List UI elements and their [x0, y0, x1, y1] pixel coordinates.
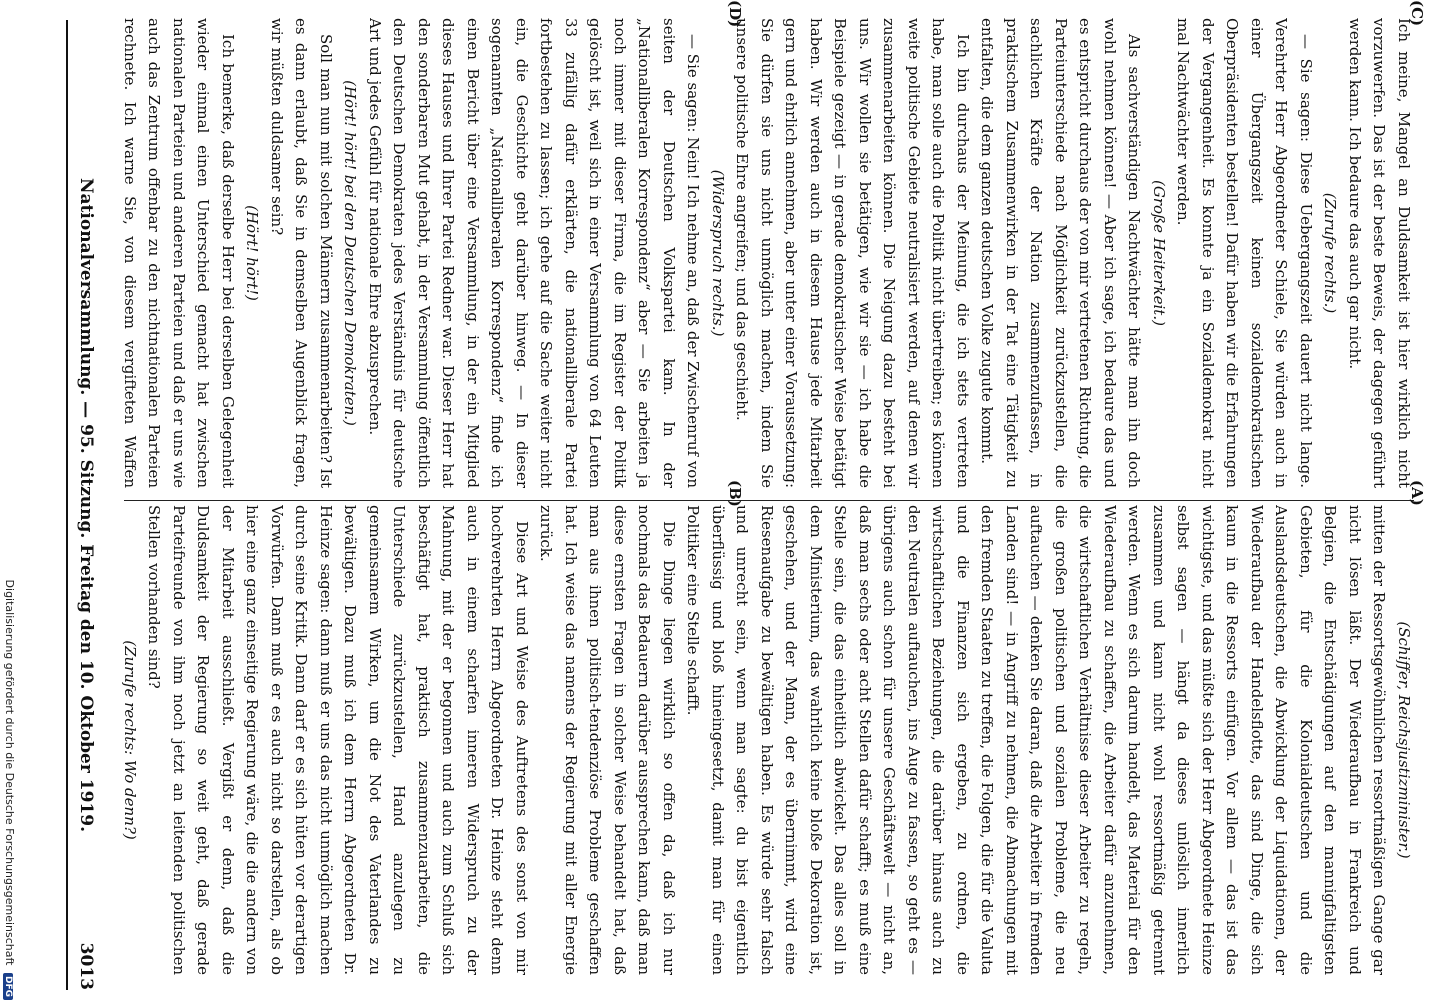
interjection: (Widerspruch rechts.) [709, 169, 727, 337]
dfg-logo: DFG [3, 973, 13, 1000]
interjection: (Zurufe rechts: Wo denn?) [121, 640, 139, 840]
paragraph: Ich bin durchaus der Meinung, die ich stets vertreten habe, man solle auch die Politik nicht übertreiben; es können weite politische Gebiete neutralisiert werden, auf denen wir zusammenarbeiten können. Die Neigung dazu besteht bei uns. Wir wollen sie betätigen, wie wir sie — ich habe die Beispiele gezeigt — in gerade demokratischer Weise betätigt haben. Wir werden auch in diesem Hause jede Mitarbeit gern und ehrlich annehmen, aber unter einer Voraussetzung: Sie dürfen sie uns nicht unmöglich machen, indem Sie unsere politische Ehre angreifen; und das geschieht. [733, 18, 972, 488]
margin-marker-b: (B) [726, 480, 744, 507]
margin-marker-c: (C) [1408, 0, 1426, 27]
paragraph: — Sie sagen: Diese Uebergangszeit dauert nicht lange. Verehrter Herr Abgeordneter Schiele, Sie würden auch in einer Übergangszeit keinen sozialdemokratischen Oberpräsidenten bestellen! Dafür haben wir die Erfahrungen der Vergangenheit. Es konnte ja ein Sozialdemokrat nicht mal Nachtwächter werden. [1174, 18, 1315, 488]
paragraph: Als sachverständigen Nachtwächter hätte man ihn doch wohl nehmen können! — Aber ich sage, ich bedaure das und es entspricht durchaus der von mir vertretenen Richtung, die Parteiunterschiede nach Möglichkeit zurückzustellen, die sachlichen Kräfte der Nation zusammenzufassen, in praktischem Zusammenwirken in der Tat eine Tätigkeit zu entfalten, die dem ganzen deutschen Volke zugute kommt. [978, 18, 1144, 488]
page-header [66, 20, 102, 990]
margin-marker-d: (D) [726, 0, 744, 28]
paragraph: Die Dinge liegen wirklich so offen da, daß ich nur nochmals das Bedauern darüber aussprechen kann, daß man diese ernsten Fragen in solcher Weise behandelt hat, daß man aus ihnen politisch-tendenziöse Probleme geschaffen hat. Ich weise das namens der Regierung mit aller Energie zurück. [537, 505, 678, 975]
paragraph: Ich bemerke, daß derselbe Herr bei derselben Gelegenheit wieder einmal einen Unterschied gemacht hat zwischen nationalen Parteien und anderen Parteien und daß er uns wie auch das Zentrum offenbar zu den nichtnationalen Parteien rechnete. Ich warne Sie, von diesem vergifteten Waffen [121, 18, 237, 488]
header-title: Nationalversammlung. — 95. Sitzung. Freitag den 10. Oktober 1919. [76, 178, 96, 832]
paragraph: Diese Art und Weise des Auftretens des sonst von mir hochverehrten Herrn Abgeordneten Dr. Heinze steht denn auch in einem scharfen inneren Widerspruch zu der Mahnung, mit der er begonnen und auch zum Schluß sich beschäftigt hat, praktisch zusammenzuarbeiten, die Unterschiede zurückzustellen, Hand anzulegen zu gemeinsamem Wirken, um die Not des Vaterlandes zu bewältigen. Dazu muß ich dem Herrn Abgeordneten Dr. Heinze sagen: dann muß er uns das nicht unmöglich machen durch seine Kritik. Dann darf er es sich hüten vor derartigen Vorwürfen. Dann muß er es auch nicht so darstellen, als ob hier eine ganz einseitige Regierung wäre, die die andern von der Mitarbeit ausschließt. Vergißt er denn, daß die Duldsamkeit der Regierung so weit geht, daß gerade Parteifreunde von ihm noch jetzt an leitenden politischen Stellen vorhanden sind? [145, 505, 531, 975]
paragraph: Ich meine, Mangel an Duldsamkeit ist hier wirklich nicht vorzuwerfen. Das ist der beste Beweis, der dagegen geführt werden kann. Ich bedaure das auch gar nicht. [1346, 18, 1413, 488]
paragraph: — Sie sagen: Nein! Ich nehme an, daß der Zwischenruf von seiten der Deutschen Volkspartei kam. In der „Nationalliberalen Korrespondenz“ aber — Sie arbeiten ja noch immer mit dieser Firma, die im Register der Politik gelöscht ist, weil sich in einer Versammlung von 64 Leuten 33 zufällig dafür erklärten, die nationalliberale Partei fortbestehen zu lassen; ich gehe auf die Sache weiter nicht ein, die Geschichte geht darüber hinweg. — In dieser sogenannten „Nationalliberalen Korrespondenz“ finde ich einen Bericht über eine Versammlung, in der ein Mitglied dieses Hauses und Ihrer Partei Redner war. Dieser Herr hat den sonderbaren Mut gehabt, in der Versammlung öffentlich den Deutschen Demokraten jedes Verständnis für deutsche Art und jedes Gefühl für nationale Ehre abzusprechen. [366, 18, 703, 488]
digitization-credit [2, 0, 16, 1000]
column-divider [124, 500, 1414, 501]
interjection: (Schiffer, Reichsjustizminister.) [1395, 621, 1413, 859]
left-text-column [116, 505, 1416, 975]
margin-marker-a: (A) [1408, 480, 1426, 506]
interjection: (Große Heiterkeit.) [1150, 180, 1168, 326]
interjection: (Hört! hört!) [243, 205, 262, 301]
page-number: 3013 [76, 942, 96, 990]
right-text-column [116, 18, 1416, 488]
paragraph: Soll man nun mit solchen Männern zusammenarbeiten? Ist es dann erlaubt, daß Sie in demselben Augenblick fragen, wir müßten duldsamer sein? [268, 18, 335, 488]
paragraph: mitten der Ressortsgewöhnlichen ressortmäßigen Gange gar nicht lösen läßt. Der Wiederaufbau in Frankreich und Belgien, die Entschädigungen auf den mannigfaltigsten Gebieten, für die Kolonialdeutschen und die Auslandsdeutschen, die Abwicklung der Liquidationen, der Wiederaufbau der Handelsflotte, das sind Dinge, die sich kaum in die Ressorts einfügen. Vor allem — das ist das wichtigste, und das müßte sich der Herr Abgeordnete Heinze selbst sagen — hängt da dieses unlöslich innerlich zusammen und kann nicht wohl ressortmäßig getrennt werden. Wenn es sich darum handelt, das Material für den Wiederaufbau zu schaffen, die Arbeiter dafür anzunehmen, die wirtschaftlichen Verhältnisse dieser Arbeiter zu regeln, die großen politischen und sozialen Probleme, die neu auftauchen — denken Sie daran, daß die Arbeiter in fremden Landen sind! — in Angriff zu nehmen, die Abmachungen mit den fremden Staaten zu treffen, die Folgen, die für die Valuta und die Finanzen sich ergeben, zu ordnen, die wirtschaftlichen Beziehungen, die darüber hinaus auch zu den Neutralen auftauchen, ins Auge zu fassen, so geht es — übrigens auch schon für unsere Geschäftswelt — nicht an, daß man sechs oder acht Stellen dafür schafft; es muß eine Stelle sein, die das einheitlich abwickelt. Das alles soll in dem Ministerium, das wahrlich keine bloße Dekoration ist, geschehen, und der Mann, der es übernimmt, wird eine Riesenaufgabe zu bewältigen haben. Es würde sehr falsch und unrecht sein, wenn man sagte: du bist eigentlich überflüssig und bloß hineingesetzt, damit man für einen Politiker eine Stelle schafft. [684, 505, 1389, 975]
interjection: (Hört! hört! bei den Deutschen Demokraten.) [341, 80, 360, 426]
interjection: (Zurufe rechts.) [1321, 192, 1340, 314]
credit-text: Digitalisierung gefördert durch die Deutsche Forschungsgemeinschaft [3, 579, 16, 966]
